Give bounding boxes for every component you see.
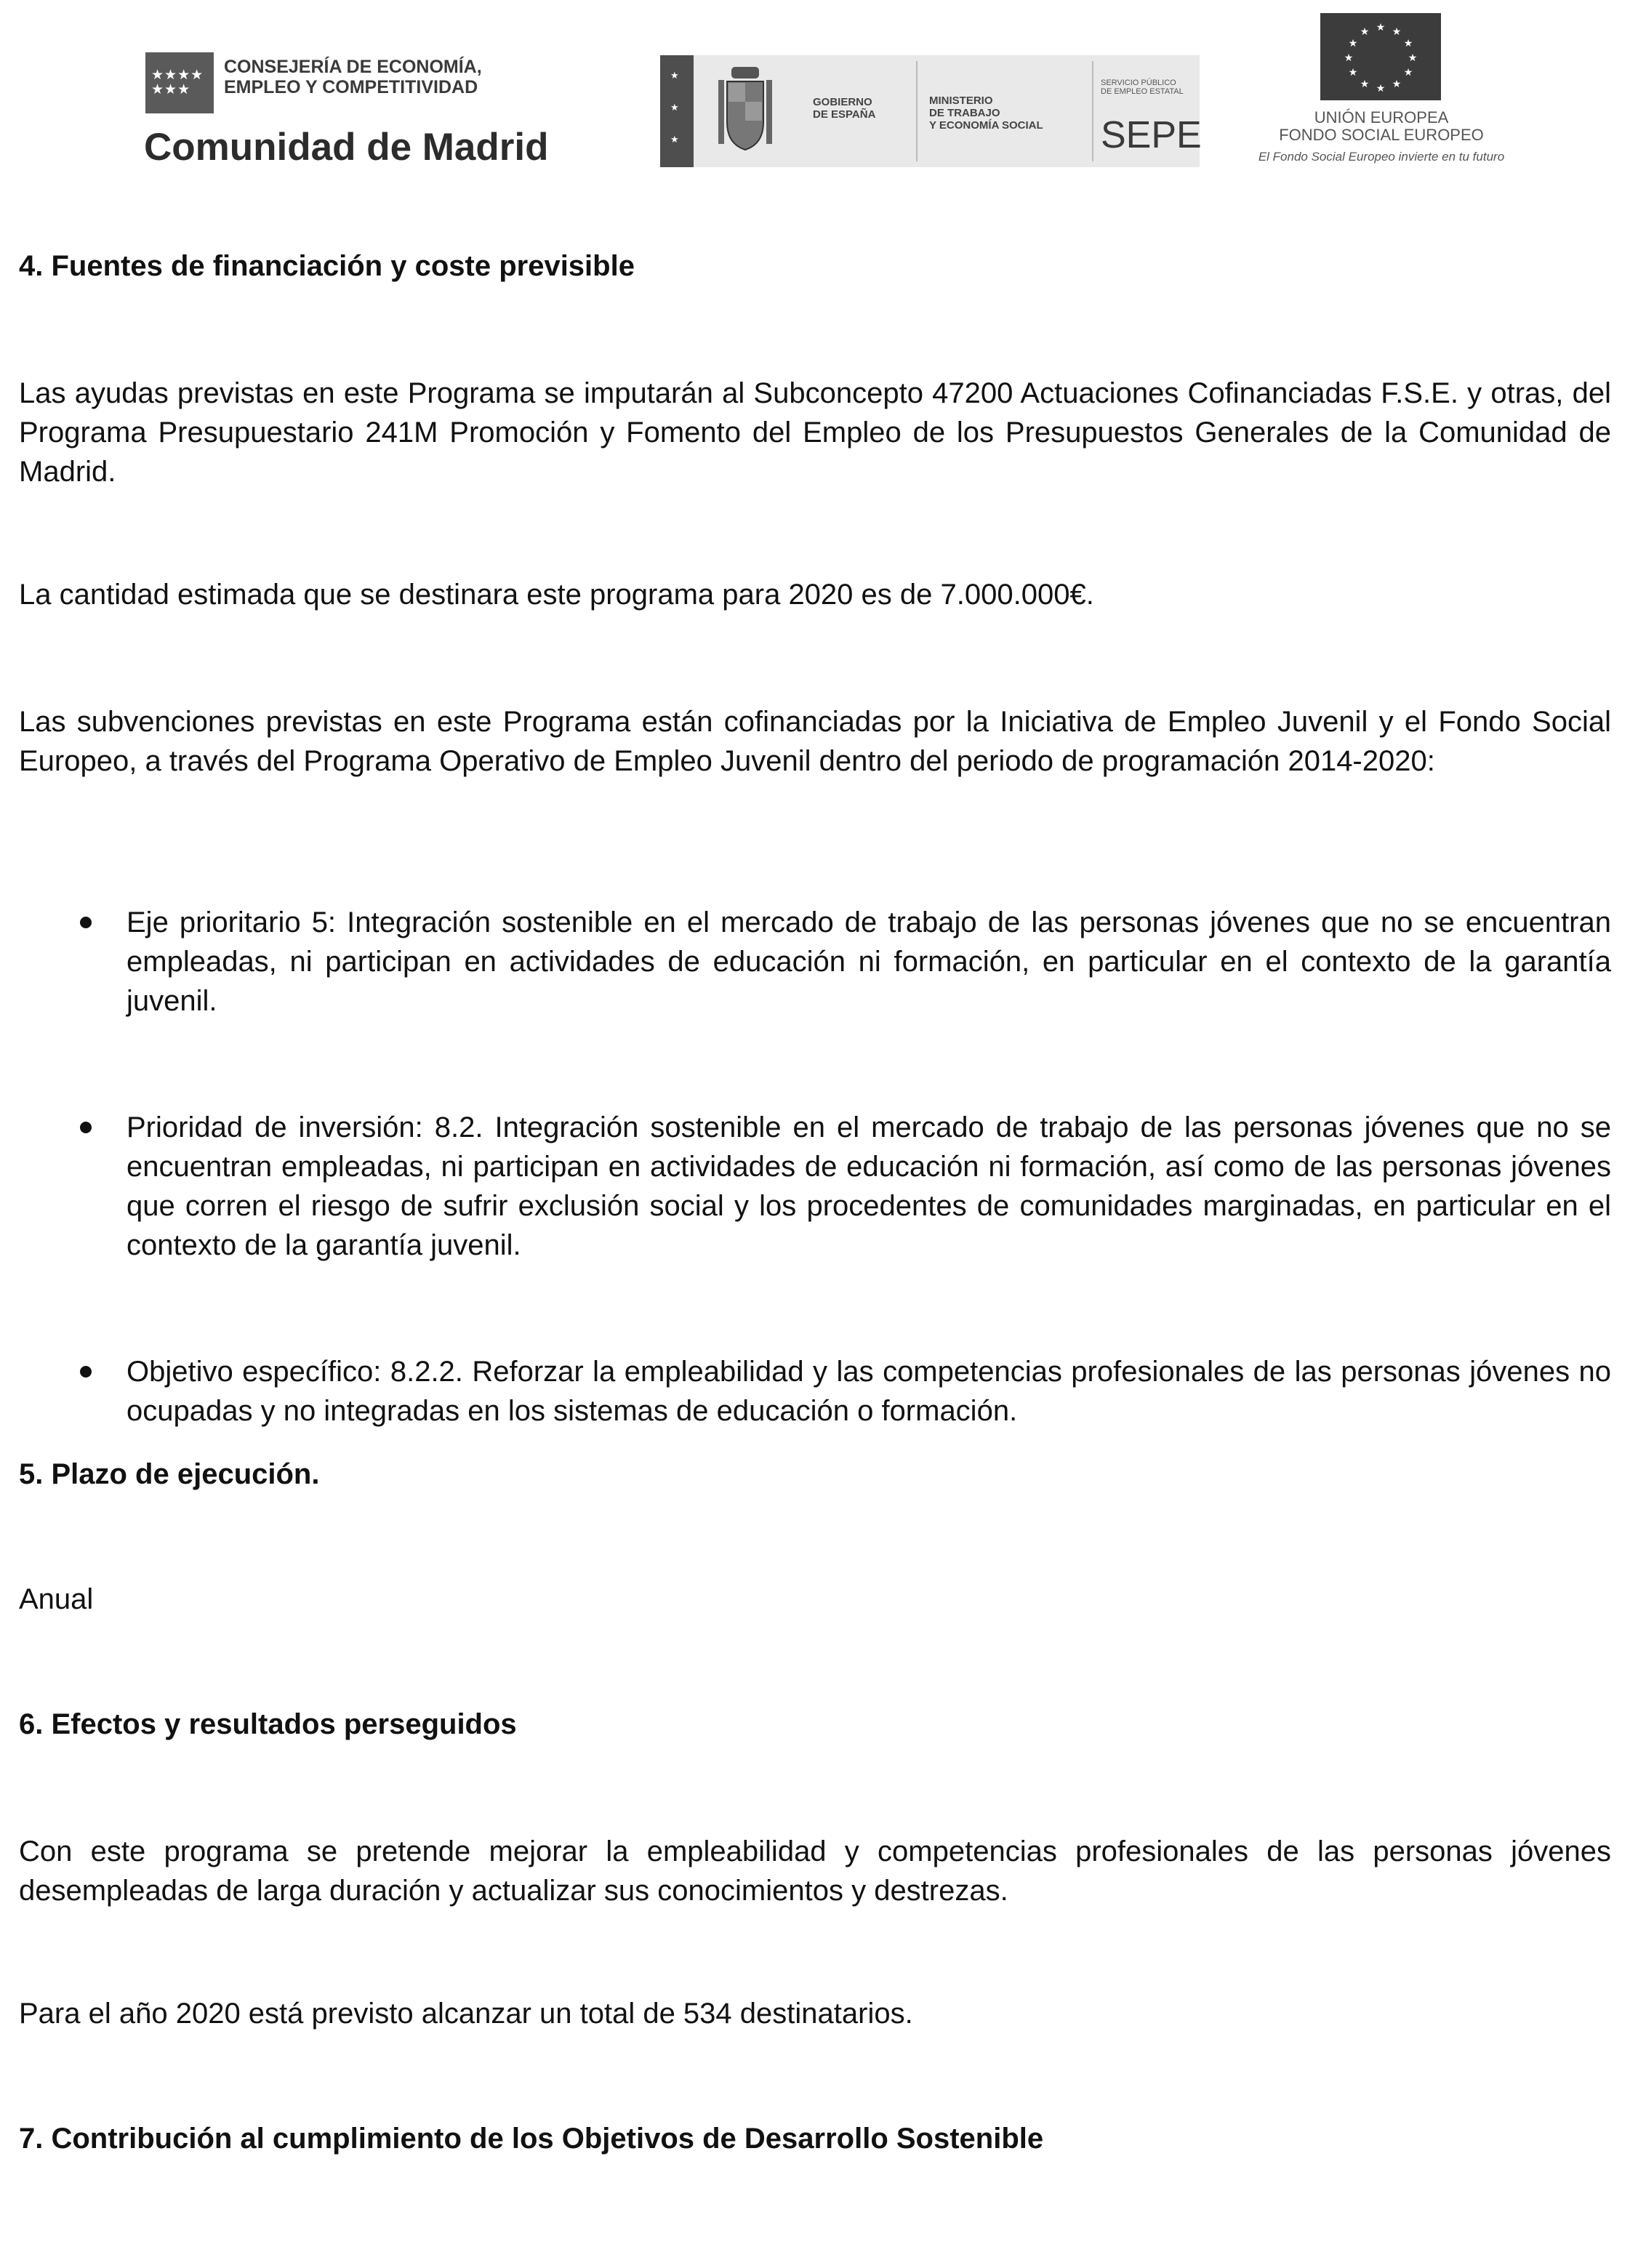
espana-line: DE ESPAÑA: [813, 108, 876, 121]
svg-text:★: ★: [1348, 38, 1358, 49]
section-6-heading: 6. Efectos y resultados perseguidos: [19, 1708, 517, 1740]
union-europea-logo: [1243, 10, 1534, 173]
ministry-band: ★ ★ ★: [660, 55, 694, 167]
section-6-paragraph-1: Con este programa se pretende mejorar la empleabilidad y competencias profesionales de las personas jóvenes desempleadas de larga duración y actualizar sus conocimientos y destrezas.: [19, 1835, 1611, 1907]
section-6-paragraph-2: Para el año 2020 está previsto alcanzar un total de 534 destinatarios.: [19, 1998, 913, 2030]
svg-text:★: ★: [1344, 52, 1354, 64]
union-europea-line: UNIÓN EUROPEA: [1314, 108, 1449, 126]
section-7-heading: 7. Contribución al cumplimiento de los Objetivos de Desarrollo Sostenible: [19, 2123, 1044, 2155]
logo-divider: [916, 61, 918, 161]
sepe-service-text: [1101, 79, 1184, 96]
svg-text:★: ★: [1392, 79, 1402, 90]
servicio-publico-line: SERVICIO PÚBLICO: [1101, 79, 1176, 87]
svg-text:★: ★: [1376, 22, 1386, 33]
eu-flag-icon: [1320, 13, 1441, 100]
fondo-social-line: FONDO SOCIAL EUROPEO: [1279, 126, 1484, 144]
fse-tagline: El Fondo Social Europeo invierte en tu futuro: [1258, 150, 1505, 164]
section-4-paragraph-3: Las subvenciones previstas en este Programa están cofinanciadas por la Iniciativa de Empleo Juvenil y el Fondo Social Europeo, a través del Programa Operativo de Empleo Juvenil dentro del periodo de programación 2014-2020:: [19, 706, 1611, 777]
svg-text:★: ★: [1408, 52, 1418, 64]
svg-text:★: ★: [1403, 38, 1413, 49]
bullet-icon: [80, 1122, 92, 1133]
svg-text:★: ★: [1360, 79, 1370, 90]
list-item-text: Objetivo específico: 8.2.2. Reforzar la empleabilidad y las competencias profesionales de las personas jóvenes no ocupadas y no integradas en los sistemas de educación o formación.: [127, 1356, 1611, 1427]
gobierno-line: GOBIERNO: [813, 96, 872, 108]
economia-social-line: Y ECONOMÍA SOCIAL: [929, 119, 1043, 132]
gobierno-ministerio-sepe-logo: [660, 55, 1200, 167]
svg-text:★: ★: [1376, 83, 1386, 94]
list-item-text: Prioridad de inversión: 8.2. Integración sostenible en el mercado de trabajo de las personas jóvenes que no se encuentran empleadas, ni participan en actividades de educación ni formación, así como de las personas jóvenes que corren el riesgo de sufrir exclusión social y los procedentes de comunidades marginadas, en particular en el contexto de la garantía juvenil.: [127, 1111, 1611, 1261]
section-5-value: Anual: [19, 1583, 94, 1615]
bullet-icon: [80, 1366, 92, 1378]
gobierno-espana-text: [813, 96, 875, 121]
empleo-estatal-line: DE EMPLEO ESTATAL: [1101, 87, 1184, 96]
madrid-flag-icon: ★★★★ ★★★: [145, 52, 214, 113]
empleo-line: EMPLEO Y COMPETITIVIDAD: [224, 77, 478, 97]
svg-text:★: ★: [1360, 26, 1370, 38]
section-4-heading: 4. Fuentes de financiación y coste previsible: [19, 250, 635, 282]
ministerio-text: [929, 94, 1043, 132]
sepe-wordmark: SEPE: [1101, 114, 1202, 156]
logo-divider: [1092, 61, 1093, 161]
list-item-text: Eje prioritario 5: Integración sostenible en el mercado de trabajo de las personas jóvenes que no se encuentran empleadas, ni participan en actividades de educación ni formación, en particular en el contexto de la garantía juvenil.: [127, 906, 1611, 1017]
comunidad-madrid-name: Comunidad de Madrid: [144, 126, 549, 169]
section-4-paragraph-1: Las ayudas previstas en este Programa se imputarán al Subconcepto 47200 Actuaciones Cofinanciadas F.S.E. y otras, del Programa Presupuestario 241M Promoción y Fomento del Empleo de los Presupuestos Generales de la Comunidad de Madrid.: [19, 377, 1611, 488]
svg-text:★: ★: [1348, 67, 1358, 79]
trabajo-line: DE TRABAJO: [929, 107, 1000, 119]
consejeria-line: CONSEJERÍA DE ECONOMÍA,: [224, 57, 482, 77]
comunidad-madrid-logo: [142, 49, 599, 173]
bullet-icon: [80, 917, 92, 928]
ministerio-line: MINISTERIO: [929, 94, 993, 107]
consejeria-name: [224, 57, 482, 97]
section-5-heading: 5. Plazo de ejecución.: [19, 1458, 320, 1490]
svg-text:★: ★: [1392, 26, 1402, 38]
svg-text:★: ★: [1403, 67, 1413, 79]
section-4-paragraph-2: La cantidad estimada que se destinara este programa para 2020 es de 7.000.000€.: [19, 579, 1094, 611]
spain-coat-of-arms-icon: [715, 64, 775, 154]
ue-fse-text: [1243, 109, 1519, 144]
